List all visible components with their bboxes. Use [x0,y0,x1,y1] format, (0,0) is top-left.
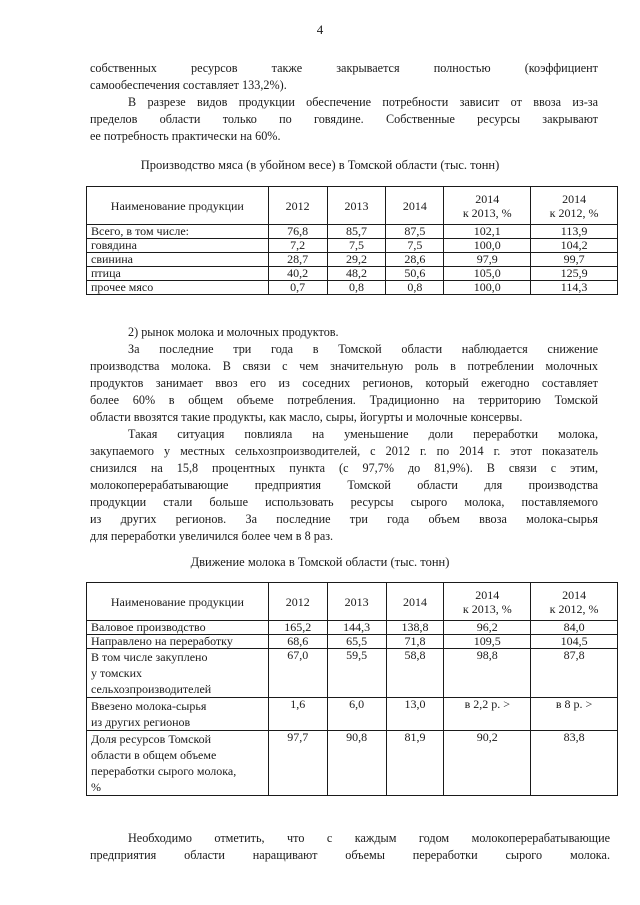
table-cell: 90,8 [327,731,386,796]
table-cell: 100,0 [444,239,531,253]
text-line: производства молока. В связи с чем значительную роль в потреблении молочных [90,359,598,373]
table-cell: 81,9 [386,731,444,796]
table-row [87,281,618,295]
text-line: предприятия области наращивают объемы переработки сырого молока. [90,848,610,862]
table-cell: 28,6 [386,253,444,267]
table-cell: 105,0 [444,267,531,281]
table-row [87,253,618,267]
column-header: 2014 [386,187,444,225]
table-cell: 0,8 [327,281,386,295]
text-line: Такая ситуация повлияла на уменьшение доли переработки молока, [128,427,598,441]
table-cell: 0,7 [268,281,327,295]
row-label: Доля ресурсов Томской области в общем объеме переработки сырого молока, % [87,731,269,796]
table2-caption: Движение молока в Томской области (тыс. тонн) [190,555,450,569]
table-cell: 100,0 [444,281,531,295]
text-line: За последние три года в Томской области наблюдается снижение [128,342,598,356]
row-label: Направлено на переработку [87,635,269,649]
table-cell: 87,8 [531,649,618,698]
table-cell: 113,9 [531,225,618,239]
table-cell: 96,2 [444,621,531,635]
table-cell: 99,7 [531,253,618,267]
text-line: самообеспечения составляет 133,2%). [90,78,287,92]
table-row [87,649,618,698]
page-number: 4 [316,22,324,37]
milk-movement-table [86,582,618,796]
table-cell: 114,3 [531,281,618,295]
table-header-row [87,583,618,621]
table-cell: 76,8 [268,225,327,239]
table-cell: 102,1 [444,225,531,239]
text-line: снизился на 15,8 процентных пункта (с 97,7% до 81,9%). В связи с этим, [90,461,598,475]
table-cell: 58,8 [386,649,444,698]
text-line: собственных ресурсов также закрывается полностью (коэффициент [90,61,598,75]
table-cell: 68,6 [268,635,327,649]
table-header-row [87,187,618,225]
table-row [87,267,618,281]
row-label: Всего, в том числе: [87,225,269,239]
table-cell: 67,0 [268,649,327,698]
row-label: говядина [87,239,269,253]
table-row [87,239,618,253]
column-header: 2014 к 2012, % [531,583,618,621]
text-line: для переработки увеличился более чем в 8 раз. [90,529,334,543]
table-cell: 13,0 [386,698,444,731]
table-cell: 104,5 [531,635,618,649]
table-row [87,621,618,635]
row-label: прочее мясо [87,281,269,295]
text-line: закупаемого у местных сельхозпроизводителей, с 2012 г. по 2014 г. этот показатель [90,444,598,458]
row-label: Ввезено молока-сырья из других регионов [87,698,269,731]
table-cell: 84,0 [531,621,618,635]
intro-paragraph [90,60,598,145]
table-cell: 87,5 [386,225,444,239]
table-cell: 165,2 [268,621,327,635]
text-line: из других регионов. За последние три года объем ввоза молока-сырья [90,512,598,526]
table-cell: 59,5 [327,649,386,698]
meat-production-table [86,186,618,295]
text-line: ее потребность практически на 60%. [90,129,281,143]
table-cell: 1,6 [268,698,327,731]
table-cell: 144,3 [327,621,386,635]
row-label: свинина [87,253,269,267]
text-line: продукции стали больше использовать ресурсы сырого молока, поставляемого [90,495,598,509]
table1-caption: Производство мяса (в убойном весе) в Томской области (тыс. тонн) [140,158,500,172]
section-heading: 2) рынок молока и молочных продуктов. [128,325,339,339]
table-cell: 85,7 [327,225,386,239]
table-cell: 71,8 [386,635,444,649]
text-line: продуктов занимает ввоз его из соседних регионов, который ежегодно составляет [90,376,598,390]
column-header: 2014 к 2012, % [531,187,618,225]
table-cell: 29,2 [327,253,386,267]
column-header: 2012 [268,187,327,225]
row-label: В том числе закуплено у томских сельхозпроизводителей [87,649,269,698]
column-header: Наименование продукции [87,187,269,225]
column-header: 2013 [327,187,386,225]
table-cell: 7,2 [268,239,327,253]
table-cell: 98,8 [444,649,531,698]
table-cell: 104,2 [531,239,618,253]
row-label: птица [87,267,269,281]
column-header: 2014 [386,583,444,621]
text-line: пределов области только по говядине. Собственные ресурсы закрывают [90,112,598,126]
table-cell: в 2,2 р. > [444,698,531,731]
table-cell: 83,8 [531,731,618,796]
closing-paragraph [90,830,610,864]
table-cell: 97,9 [444,253,531,267]
table-cell: 125,9 [531,267,618,281]
table-cell: 90,2 [444,731,531,796]
table-cell: 97,7 [268,731,327,796]
column-header: Наименование продукции [87,583,269,621]
text-line: более 60% в общем объеме потребления. Традиционно на территорию Томской [90,393,598,407]
table-row [87,225,618,239]
table-cell: 6,0 [327,698,386,731]
table-row [87,698,618,731]
text-line: В разрезе видов продукции обеспечение потребности зависит от ввоза из-за [128,95,598,109]
row-label: Валовое производство [87,621,269,635]
table-cell: 109,5 [444,635,531,649]
column-header: 2014 к 2013, % [444,583,531,621]
column-header: 2012 [268,583,327,621]
table-cell: 7,5 [386,239,444,253]
table-cell: 65,5 [327,635,386,649]
table-cell: 28,7 [268,253,327,267]
text-line: области ввозятся такие продукты, как масло, сыры, йогурты и молочные консервы. [90,410,523,424]
column-header: 2013 [327,583,386,621]
table-cell: 50,6 [386,267,444,281]
table-cell: 0,8 [386,281,444,295]
table-cell: 7,5 [327,239,386,253]
text-line: молокоперерабатывающие предприятия Томской области для производства [90,478,598,492]
table-row [87,635,618,649]
table-cell: 138,8 [386,621,444,635]
table-cell: в 8 р. > [531,698,618,731]
table-row [87,731,618,796]
table-cell: 48,2 [327,267,386,281]
text-line: Необходимо отметить, что с каждым годом молокоперерабатывающие [128,831,610,845]
milk-section [90,324,598,545]
column-header: 2014 к 2013, % [444,187,531,225]
table-cell: 40,2 [268,267,327,281]
